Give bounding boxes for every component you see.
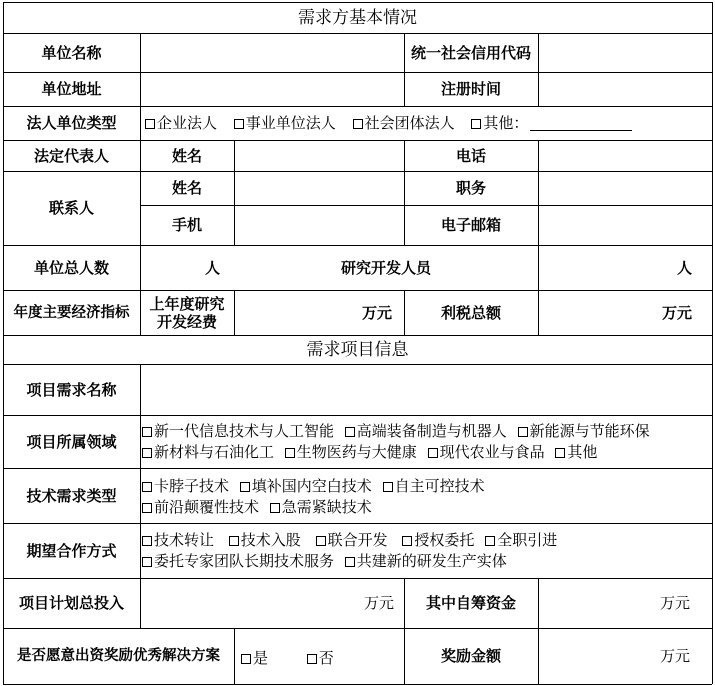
section-title-project: 需求项目信息	[306, 339, 409, 360]
checkbox[interactable]	[316, 536, 326, 546]
reward-options	[241, 648, 340, 669]
checkbox[interactable]	[240, 482, 250, 492]
label-tech-type: 技术需求类型	[26, 486, 117, 505]
checkbox[interactable]	[345, 557, 355, 567]
checkbox[interactable]	[234, 119, 244, 129]
option-urgent[interactable]	[270, 497, 372, 518]
checkbox[interactable]	[142, 448, 152, 458]
label-econ-indicators: 年度主要经济指标	[13, 304, 130, 321]
option-no[interactable]	[307, 648, 334, 669]
checkbox[interactable]	[518, 427, 528, 437]
email-field[interactable]	[538, 205, 712, 245]
checkbox[interactable]	[142, 557, 152, 567]
label-name: 姓名	[171, 146, 202, 165]
option-equipment[interactable]	[345, 421, 507, 442]
checkbox[interactable]	[345, 427, 355, 437]
checkbox[interactable]	[428, 448, 438, 458]
reward-amount-unit: 万元	[659, 647, 690, 665]
grid-line	[3, 684, 712, 685]
option-agri[interactable]	[428, 442, 545, 463]
label-total-invest: 项目计划总投入	[18, 594, 124, 612]
option-label: 其他	[567, 443, 598, 461]
option-biomed[interactable]	[285, 442, 417, 463]
option-label: 全职引进	[497, 531, 558, 549]
option-label: 技术转让	[154, 531, 215, 549]
option-label: 授权委托	[414, 531, 475, 549]
option-controllable[interactable]	[383, 476, 485, 497]
label-reg-time: 注册时间	[440, 80, 501, 98]
option-label: 委托专家团队长期技术服务	[154, 552, 335, 570]
label-demand-name: 项目需求名称	[26, 380, 117, 399]
other-blank-line[interactable]	[530, 116, 632, 131]
option-other[interactable]	[471, 113, 632, 134]
option-bottleneck[interactable]	[142, 476, 229, 497]
label-credit-code: 统一社会信用代码	[410, 43, 531, 62]
option-frontier[interactable]	[142, 497, 259, 518]
option-label: 前沿颠覆性技术	[154, 498, 260, 516]
label-total-staff: 单位总人数	[33, 258, 109, 277]
label-rd-staff: 研究开发人员	[340, 258, 431, 277]
checkbox[interactable]	[142, 536, 152, 546]
self-funds-unit: 万元	[659, 594, 690, 612]
option-enterprise[interactable]	[145, 113, 217, 134]
legal-type-options	[145, 113, 638, 134]
label-line: 开发经费	[156, 312, 217, 331]
label-phone: 电话	[455, 146, 486, 165]
tech-type-options	[142, 476, 491, 518]
option-label: 是	[253, 649, 269, 667]
option-transfer[interactable]	[142, 530, 214, 551]
label-contact-name: 姓名	[171, 179, 202, 197]
option-expert-team[interactable]	[142, 551, 334, 572]
checkbox[interactable]	[142, 427, 152, 437]
rd-staff-unit: 人	[676, 258, 692, 277]
reg-time-field[interactable]	[538, 72, 712, 106]
option-institution[interactable]	[234, 113, 336, 134]
checkbox[interactable]	[353, 119, 363, 129]
option-social-org[interactable]	[353, 113, 455, 134]
profit-tax-unit: 万元	[661, 303, 692, 322]
grid-line	[234, 628, 235, 684]
option-label: 新能源与节能环保	[529, 422, 650, 440]
option-label: 高端装备制造与机器人	[356, 422, 507, 440]
checkbox[interactable]	[241, 654, 251, 664]
checkbox[interactable]	[307, 654, 317, 664]
label-mobile: 手机	[171, 216, 202, 234]
option-label: 急需紧缺技术	[281, 498, 372, 516]
option-domestic-gap[interactable]	[240, 476, 372, 497]
label-field: 项目所属领域	[26, 432, 117, 451]
checkbox[interactable]	[142, 503, 152, 513]
last-year-rd-unit: 万元	[361, 303, 392, 322]
label-position: 职务	[455, 179, 486, 197]
option-label: 自主可控技术	[394, 477, 485, 495]
label-email: 电子邮箱	[440, 216, 501, 234]
label-last-year-rd	[140, 290, 234, 335]
coop-mode-options	[142, 530, 563, 572]
mobile-field[interactable]	[234, 205, 404, 245]
label-willing-reward: 是否愿意出资奖励优秀解决方案	[17, 648, 220, 664]
field-options	[142, 421, 656, 463]
option-label: 否	[318, 649, 334, 667]
position-field[interactable]	[538, 171, 712, 205]
option-energy[interactable]	[518, 421, 650, 442]
grid-line	[712, 2, 713, 684]
option-label: 事业单位法人	[245, 114, 336, 132]
label-unit-address: 单位地址	[41, 80, 102, 98]
option-field-other[interactable]	[555, 442, 597, 463]
option-equity[interactable]	[229, 530, 301, 551]
checkbox[interactable]	[270, 503, 280, 513]
checkbox[interactable]	[402, 536, 412, 546]
checkbox[interactable]	[142, 482, 152, 492]
label-reward-amount: 奖励金额	[440, 647, 501, 665]
total-staff-unit: 人	[204, 258, 220, 277]
checkbox[interactable]	[471, 119, 481, 129]
unit-name-field[interactable]	[140, 33, 404, 72]
option-label: 社会团体法人	[364, 114, 455, 132]
option-label: 新材料与石油化工	[154, 443, 275, 461]
option-label: 企业法人	[157, 114, 218, 132]
checkbox[interactable]	[229, 536, 239, 546]
label-self-funds: 其中自筹资金	[425, 594, 516, 612]
total-invest-unit: 万元	[363, 594, 394, 612]
unit-address-field[interactable]	[140, 72, 404, 106]
option-label: 共建新的研发生产实体	[356, 552, 507, 570]
section-title-basic: 需求方基本情况	[298, 7, 417, 28]
option-label: 其他：	[483, 114, 529, 132]
option-license[interactable]	[402, 530, 474, 551]
label-unit-name: 单位名称	[41, 43, 102, 62]
option-fulltime[interactable]	[485, 530, 557, 551]
option-joint-dev[interactable]	[316, 530, 388, 551]
option-ai[interactable]	[142, 421, 334, 442]
label-profit-tax: 利税总额	[440, 303, 501, 322]
credit-code-field[interactable]	[538, 33, 712, 72]
option-materials[interactable]	[142, 442, 274, 463]
contact-name-field[interactable]	[234, 171, 404, 205]
checkbox[interactable]	[145, 119, 155, 129]
checkbox[interactable]	[485, 536, 495, 546]
option-joint-entity[interactable]	[345, 551, 507, 572]
phone-field[interactable]	[538, 140, 712, 171]
checkbox[interactable]	[555, 448, 565, 458]
legal-rep-name-field[interactable]	[234, 140, 404, 171]
label-legal-type: 法人单位类型	[26, 114, 117, 132]
label-contact: 联系人	[48, 199, 94, 217]
label-coop-mode: 期望合作方式	[26, 541, 117, 560]
option-label: 生物医药与大健康	[296, 443, 417, 461]
option-label: 联合开发	[327, 531, 388, 549]
label-line: 上年度研究	[149, 294, 225, 313]
option-label: 卡脖子技术	[154, 477, 230, 495]
option-label: 新一代信息技术与人工智能	[154, 422, 335, 440]
option-yes[interactable]	[241, 648, 268, 669]
option-label: 现代农业与食品	[439, 443, 545, 461]
option-label: 填补国内空白技术	[251, 477, 372, 495]
option-label: 技术入股	[240, 531, 301, 549]
demand-name-field[interactable]	[140, 364, 712, 415]
checkbox[interactable]	[383, 482, 393, 492]
checkbox[interactable]	[285, 448, 295, 458]
label-legal-rep: 法定代表人	[33, 146, 109, 165]
